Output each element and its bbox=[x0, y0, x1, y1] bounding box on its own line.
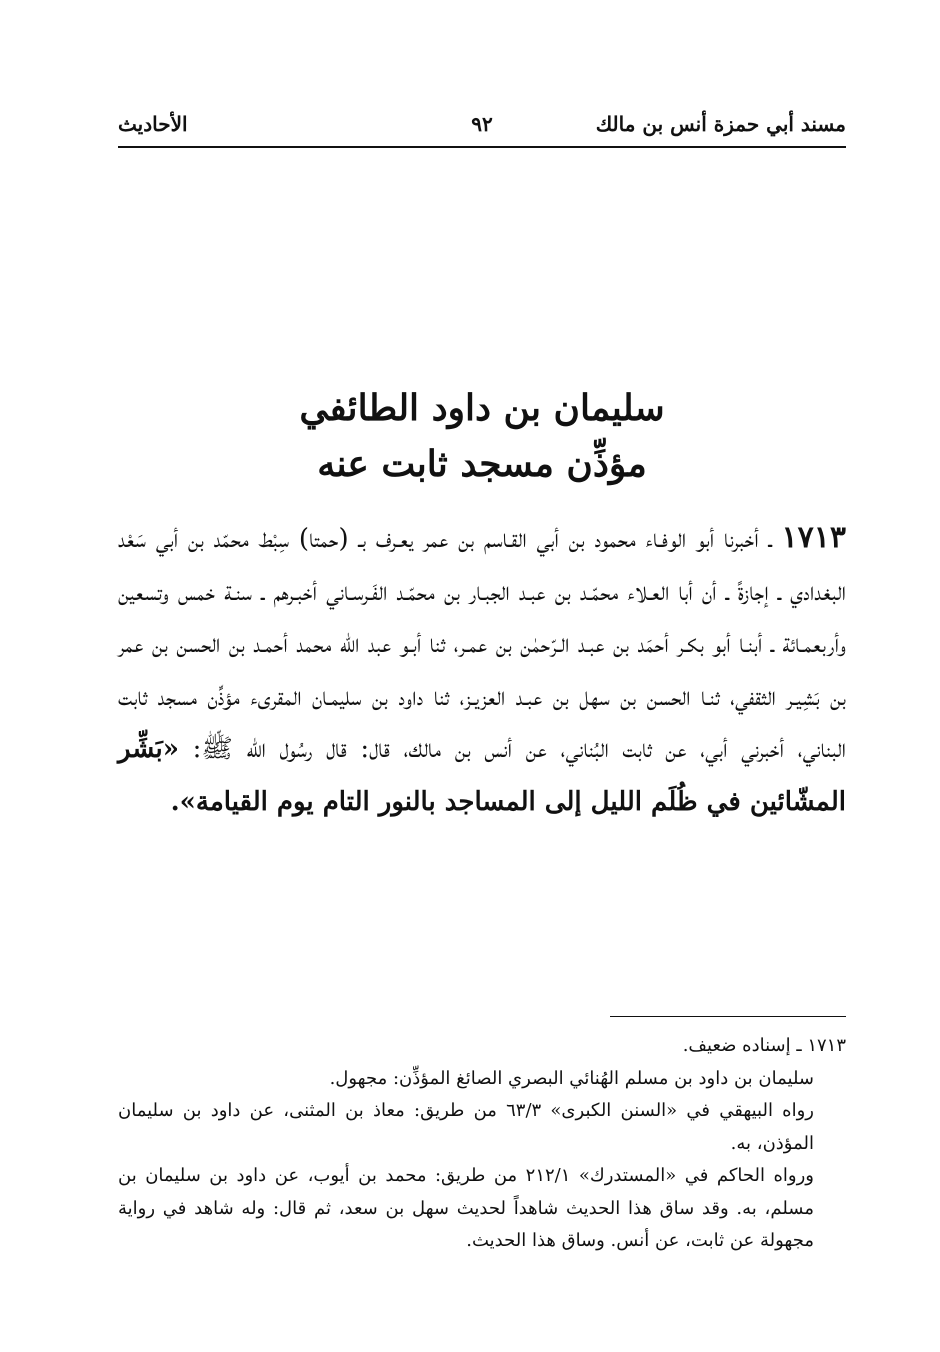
footnote-3: رواه البيهقي في «السنن الكبرى» ٦٣/٣ من طريق: معاذ بن المثنى، عن داود بن سليمان المؤذن، به. bbox=[118, 1100, 814, 1154]
hadith-matn: «بَشِّر المشّائين في ظُلَم الليل إلى المساجد بالنور التام يوم القيامة». bbox=[118, 734, 846, 817]
footnote-divider bbox=[610, 1016, 846, 1017]
running-header bbox=[118, 112, 846, 146]
chapter-title-line-2: مؤذِّن مسجد ثابت عنه bbox=[317, 443, 647, 485]
footnote-1: ١٧١٣ ـ إسناده ضعيف. bbox=[682, 1035, 846, 1056]
footnote-2: سليمان بن داود بن مسلم الهُنائي البصري الصائغ المؤذِّن: مجهول. bbox=[329, 1067, 814, 1089]
footnote-4: ورواه الحاكم في «المستدرك» ٢١٢/١ من طريق: محمد بن أيوب، عن داود بن سليمان بن مسلم، به. وقد ساق هذا الحديث شاهداً لحديث سهل بن سعد، ثم قال: وله شاهد في رواية مجهولة عن ثابت، عن أنس. وساق هذا الحديث. bbox=[118, 1165, 815, 1251]
chapter-title-line-1: سليمان بن داود الطائفي bbox=[299, 387, 665, 429]
hadith-paragraph bbox=[118, 512, 846, 828]
section-title: الأحاديث bbox=[118, 112, 188, 136]
hadith-number: ١٧١٣ bbox=[781, 520, 846, 555]
footnotes bbox=[118, 1030, 846, 1258]
page-number: ٩٢ bbox=[471, 112, 493, 136]
chapter-heading bbox=[118, 380, 846, 492]
hadith-isnad: ـ أخبرنا أبو الوفـاء محمود بن أبي القـاسم بن عمر يعـرف بـ (حمتا) سِبْط محمّد بن أبي سَعْد البغدادي ـ إجازةً ـ أن أبا العـلاء محمّـد بن عبـد الجبـار بن محمّـد الفَـرسـاني أخبـرهم ـ سنـة خمس وتسعين وأربعمـائة ـ أبنـا أبو بكـر أحمَد بن عبـد الـرّحمٰن بن عمـر، ثنا أبـو عبد الله محمد أحمـد بن الحسن بن عمر بن بَشِيـر الثقفي، ثنـا الحسن بن سهل بن عبـد العزيـز، ثنا داود بن سليمـان المقرىء مؤذِّن مسجد ثابت البناني، أخبرني أبي، عن ثابت البُناني، عن أنس بن مالك، قال: قال رسُول الله ﷺ: bbox=[118, 524, 846, 764]
header-divider bbox=[118, 146, 846, 148]
book-title: مسند أبي حمزة أنس بن مالك bbox=[595, 112, 846, 136]
